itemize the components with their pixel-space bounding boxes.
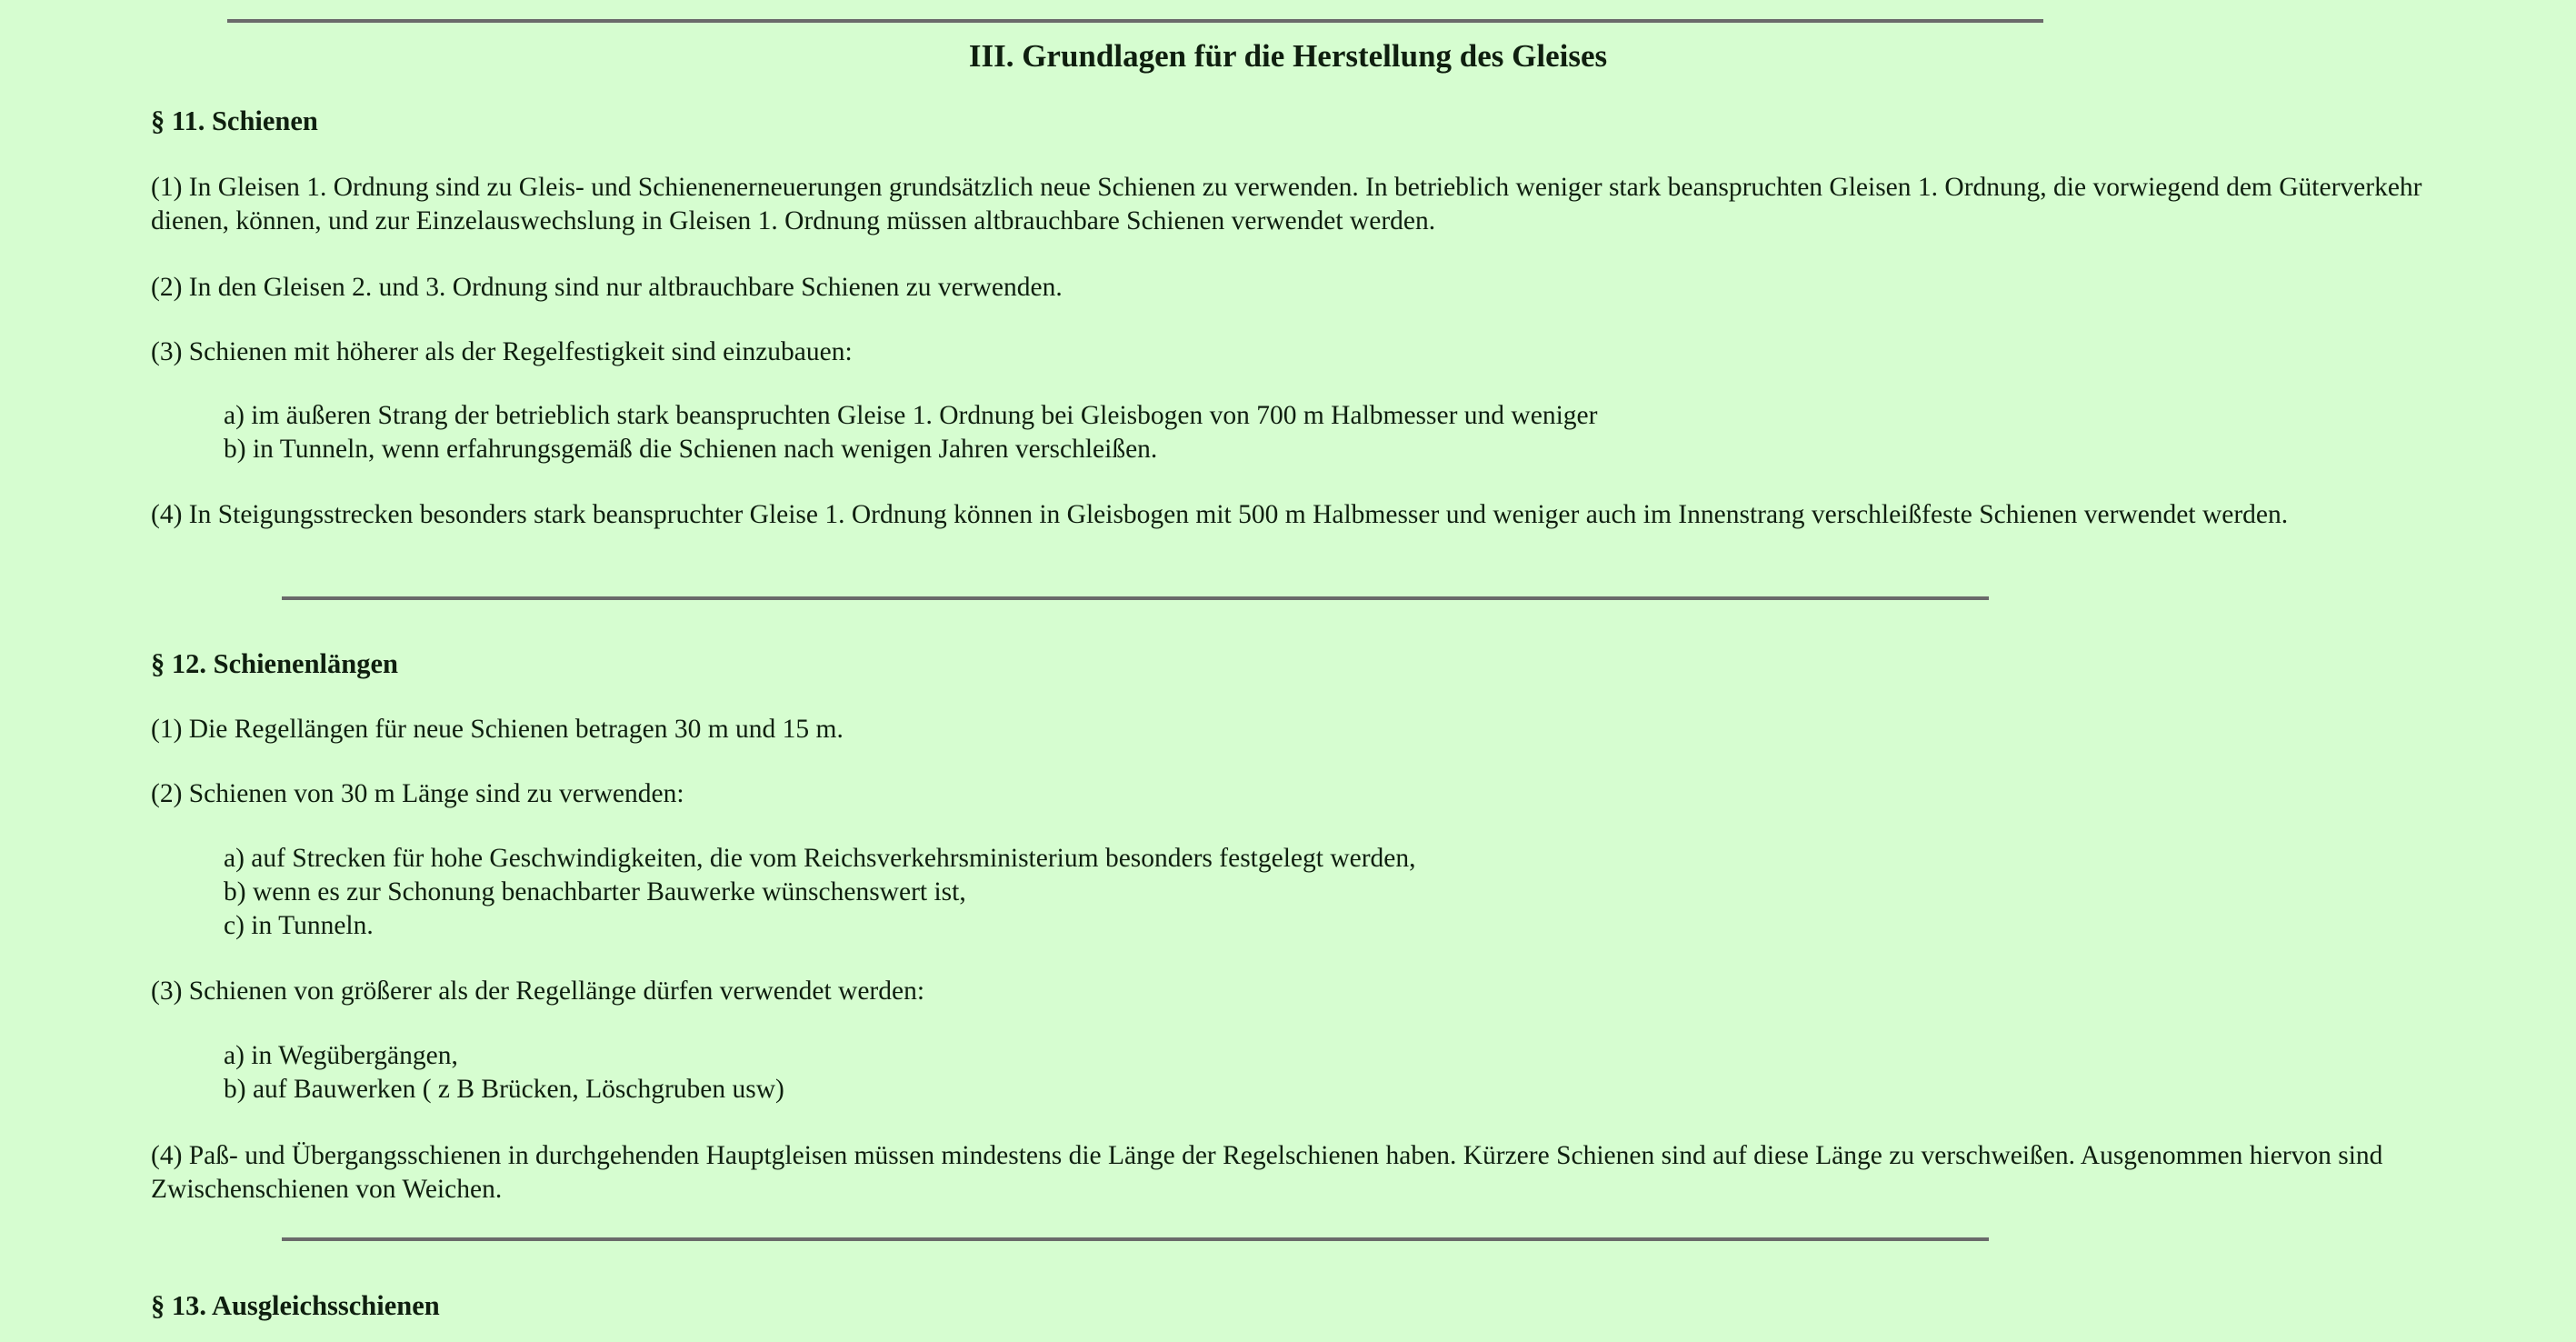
section-11-title: § 11. Schienen	[151, 105, 318, 136]
section-12-para-1: (1) Die Regellängen für neue Schienen betragen 30 m und 15 m.	[151, 715, 844, 744]
section-12-list-b	[224, 1039, 784, 1107]
list-item: a) auf Strecken für hohe Geschwindigkeiten, die vom Reichsverkehrsministerium besonders festgelegt werden,	[224, 844, 1416, 873]
section-11-para-3: (3) Schienen mit höherer als der Regelfestigkeit sind einzubauen:	[151, 337, 853, 366]
section-12-title: § 12. Schienenlängen	[151, 648, 398, 679]
list-item: b) auf Bauwerken ( z B Brücken, Löschgruben usw)	[224, 1075, 784, 1104]
section-divider	[282, 596, 1989, 600]
list-item: c) in Tunneln.	[224, 911, 374, 940]
section-12-para-3: (3) Schienen von größerer als der Regellänge dürfen verwendet werden:	[151, 976, 925, 1006]
list-item: b) wenn es zur Schonung benachbarter Bauwerke wünschenswert ist,	[224, 877, 966, 906]
section-12-para-2: (2) Schienen von 30 m Länge sind zu verwenden:	[151, 779, 684, 808]
chapter-heading: III. Grundlagen für die Herstellung des Gleises	[968, 38, 1608, 74]
section-11-list	[224, 399, 1597, 466]
section-12-list-a	[224, 842, 1416, 943]
list-item: b) in Tunneln, wenn erfahrungsgemäß die Schienen nach wenigen Jahren verschleißen.	[224, 435, 1158, 464]
list-item: a) in Wegübergängen,	[224, 1041, 458, 1070]
top-divider	[227, 19, 2043, 23]
section-11-para-4: (4) In Steigungsstrecken besonders stark beanspruchter Gleise 1. Ordnung können in Gleisbogen mit 500 m Halbmesser und weniger auch im Innenstrang verschleißfeste Schienen verwendet werden.	[151, 500, 2289, 529]
list-item: a) im äußeren Strang der betrieblich stark beanspruchten Gleise 1. Ordnung bei Gleisbogen von 700 m Halbmesser und weniger	[224, 401, 1598, 430]
section-11-para-1: (1) In Gleisen 1. Ordnung sind zu Gleis- und Schienenerneuerungen grundsätzlich neue Schienen zu verwenden. In betrieblich weniger stark beanspruchten Gleisen 1. Ordnung, die vorwiegend dem Güterverkehr dienen, können, und zur Einzelauswechslung in Gleisen 1. Ordnung müssen altbrauchbare Schienen verwendet werden.	[151, 173, 2422, 235]
section-12-para-4: (4) Paß- und Übergangsschienen in durchgehenden Hauptgleisen müssen mindestens die Länge der Regelschienen haben. Kürzere Schienen sind auf diese Länge zu verschweißen. Ausgenommen hiervon sind Zwischenschienen von Weichen.	[151, 1141, 2383, 1204]
section-divider	[282, 1237, 1989, 1241]
section-11-para-2: (2) In den Gleisen 2. und 3. Ordnung sind nur altbrauchbare Schienen zu verwenden.	[151, 273, 1063, 302]
section-13-title: § 13. Ausgleichsschienen	[151, 1290, 440, 1321]
